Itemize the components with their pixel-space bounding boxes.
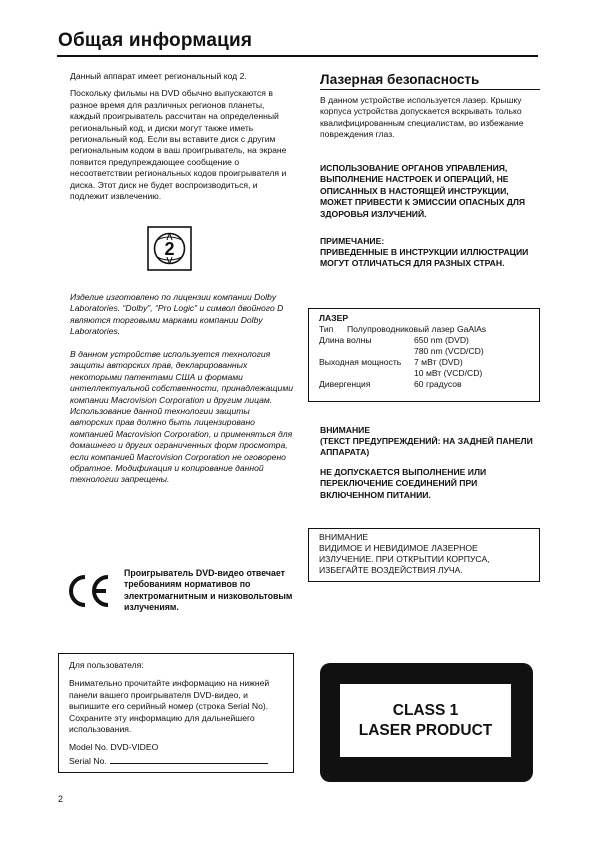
note-label: ПРИМЕЧАНИЕ: <box>320 236 385 246</box>
user-info-heading: Для пользователя: <box>69 660 144 670</box>
macrovision-notice: В данном устройстве используется технология защиты авторских прав, декларированных некоторыми патентами США и формами интеллектуальной собственности, принадлежащими компании Macrovision Corporation и другим лицам. Использование данной технологии защиты авторских прав должно быть лицензировано компанией Macrovision Corporation, и применяться для домашнего и других ограниченных форм просмотра, если компанией Macrovision Corporation не оговорено обратное. Модификация и копирование данной технологии запрещены. <box>70 349 294 485</box>
page-title: Общая информация <box>58 30 253 51</box>
laser-safety-heading: Лазерная безопасность <box>320 72 480 87</box>
region-code-text: Данный аппарат имеет региональный код 2. <box>70 71 247 81</box>
spec-row-power: Выходная мощность 7 мВт (DVD) <box>319 357 463 367</box>
laser-intro-text: В данном устройстве используется лазер. Крышку корпуса устройства допускается вскрывать только квалифицированным специалистам, во избежание повреждения глаз. <box>320 95 524 140</box>
caution-label: ВНИМАНИЕ <box>320 425 371 435</box>
dolby-notice: Изделие изготовлено по лицензии компании Dolby Laboratories. “Dolby”, “Pro Logic” и символ двойного D являются торговыми марками компании Dolby Laboratories. <box>70 292 284 337</box>
page-number: 2 <box>58 794 64 804</box>
title-rule <box>57 55 538 57</box>
caution-box-text: ВИДИМОЕ И НЕВИДИМОЕ ЛАЗЕРНОЕ ИЗЛУЧЕНИЕ. ПРИ ОТКРЫТИИ КОРПУСА, ИЗБЕГАЙТЕ ВОЗДЕЙСТВИЯ ЛУЧА. <box>319 543 490 575</box>
user-info-text: Внимательно прочитайте информацию на нижней панели вашего проигрывателя DVD-видео, и выпишите его серийный номер (строка Serial No). Сохраните эту информацию для дальнейшего использования. <box>69 678 270 735</box>
model-number: Model No. DVD-VIDEO <box>69 742 159 753</box>
region-code-icon <box>147 226 192 271</box>
caution-text: НЕ ДОПУСКАЕТСЯ ВЫПОЛНЕНИЕ ИЛИ ПЕРЕКЛЮЧЕНИЕ СОЕДИНЕНИЙ ПРИ ВКЛЮЧЕННОМ ПИТАНИИ. <box>320 467 487 500</box>
laser-warning-text: ИСПОЛЬЗОВАНИЕ ОРГАНОВ УПРАВЛЕНИЯ, ВЫПОЛНЕНИЕ НАСТРОЕК И ОПЕРАЦИЙ, НЕ ОПИСАННЫХ В НАСТОЯЩЕЙ ИНСТРУКЦИИ, МОЖЕТ ПРИВЕСТИ К ЭМИССИИ ОПАСНЫХ ДЛЯ ЗДОРОВЬЯ ИЗЛУЧЕНИЙ. <box>320 163 526 219</box>
region-code-number: 2 <box>164 239 175 259</box>
spec-row-type: Тип Полупроводниковый лазер GaAlAs <box>319 324 487 334</box>
spec-row-divergence: Дивергенция 60 градусов <box>319 379 462 389</box>
class1-label <box>340 684 511 757</box>
class1-line2: LASER PRODUCT <box>358 721 493 739</box>
laser-spec-title: ЛАЗЕР <box>319 313 349 323</box>
left-column <box>70 71 290 208</box>
note-text: ПРИВЕДЕННЫЕ В ИНСТРУКЦИИ ИЛЛЮСТРАЦИИ МОГУТ ОТЛИЧАТЬСЯ ДЛЯ РАЗНЫХ СТРАН. <box>320 247 529 269</box>
serial-number-line: Serial No. <box>69 754 283 767</box>
laser-spec-box <box>308 308 540 402</box>
spec-row-wavelength-2: 780 nm (VCD/CD) <box>414 346 484 356</box>
region-explanation-text: Поскольку фильмы на DVD обычно выпускаются в разное время для различных регионов планеты, каждый проигрыватель рассчитан на определенный региональный код, и диски могут также иметь региональный код. Если вы вставите диск с другим региональным кодом в ваш проигрыватель, на экране появится предупреждающее сообщение о несоответствии региональных кодов проигрывателя и диска. Этот диск не будет воспроизводиться, и подлежит извлечению. <box>70 88 287 202</box>
ce-compliance-text: Проигрыватель DVD-видео отвечает требованиям нормативов по электромагнитным и низковольтовым излучениям. <box>124 568 293 613</box>
ce-mark-icon <box>66 573 112 609</box>
caution-subtitle: (ТЕКСТ ПРЕДУПРЕЖДЕНИЙ: НА ЗАДНЕЙ ПАНЕЛИ АППАРАТА) <box>320 436 533 458</box>
laser-caution-box <box>308 528 540 582</box>
user-info-box <box>58 653 294 773</box>
spec-row-power-2: 10 мВт (VCD/CD) <box>414 368 483 378</box>
caution-box-label: ВНИМАНИЕ <box>319 532 369 542</box>
spec-row-wavelength: Длина волны 650 nm (DVD) <box>319 335 469 345</box>
laser-safety-rule <box>320 89 540 90</box>
serial-number-blank <box>110 754 268 764</box>
class1-line1: CLASS 1 <box>392 701 459 719</box>
